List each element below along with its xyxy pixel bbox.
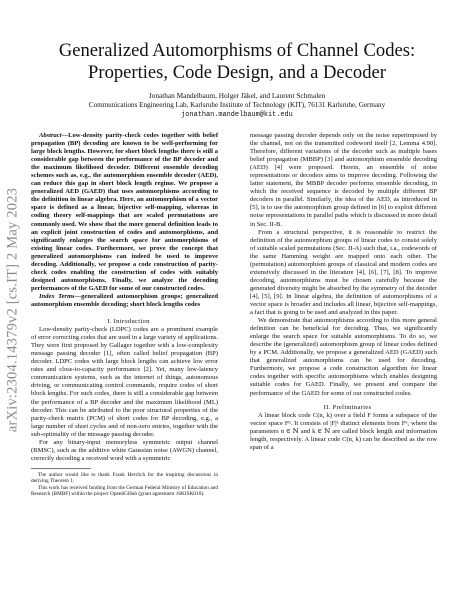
abstract-text: —Low-density parity-check codes together with belief propagation (BP) decoding are known to be well-performing for large block lengths. However, for short block lengths there is still a considerable gap between the performance of the BP decoder and the maximum likelihood decoder. Different ensemble decoding schemes such as, e.g., the automorphism ensemble decoder (AED), can reduce this gap in short block length regime. We propose a generalized AED (GAED) that uses automorphisms according to the definition in linear algebra. Here, an automorphism of a vector space is defined as a linear, bijective self-mapping, whereas in coding theory self-mappings that are scaled permutations are commonly used. We show that the more general definition leads to an explicit joint construction of codes and automorphisms, and significantly enlarges the search space for automorphisms of existing linear codes. Furthermore, we prove the concept that generalized automorphisms can indeed be used to improve decoding. Additionally, we propose a code construction of parity-check codes enabling the construction of codes with suitably designed automorphisms. Finally, we analyze the decoding performances of the GAED for some of our constructed codes. (31, 132, 218, 292)
footnote-funding: This work has received funding from the German Federal Ministry of Education and Research (BMBF) within the project Open6GHub (grant agreement 16KISK010). (31, 484, 218, 498)
body-paragraph: We demonstrate that automorphisms according to this more general definition can be beneficial for decoding. Thus, we significantly enlarge the search space for suitable automorphisms. To do so, we describe the (generalized) automorphism group of linear codes defined by a PCM. Additionally, we propose a generalized AED (GAED) such that generalized automorphisms can be used for decoding. Furthermore, we propose a code construction algorithm for linear codes together with specific automorphisms which enables designing suitable codes for GAED. Finally, we present and compare the performance of the GAED for some of our constructed codes. (250, 317, 437, 397)
footnotes (31, 472, 218, 498)
footnote-divider (31, 468, 91, 469)
body-paragraph: message passing decoder depends only on the noise superimposed by the channel, not on the transmitted codeword itself [2, Lemma 4.90]. Therefore, different variations of the decoder such as multiple bases belief propagation (MBBP) [3] and automorphism ensemble decoding (AED) [4] were proposed. Herein, an ensemble of noise representations or decoders aims to improve decoding. Following the latter statement, the MBBP decoder performs ensemble decoding, in which the received sequence is decoded by multiple different BP decoders in parallel. Similarly, the idea of the AED, as introduced in [5], is to use the automorphism group defined in [6] to exploit different noise representations in parallel paths which is discussed in more detail in Sec. II-B. (250, 132, 437, 228)
body-paragraph: From a structural perspective, it is reasonable to restrict the definition of the automorphism groups of linear codes to consist solely of suitable scaled permutations (Sec. II-A) such that, i.a., codewords of the same Hamming weight are mapped onto each other. The (permutation) automorphism groups of classical and modern codes are extensively discussed in the literature [4], [6], [7], [8]. To improve decoding, automorphisms must be chosen carefully because the generated diversity might be absorbed by the symmetry of the decoder [4], [5], [9]. In linear algebra, the definition of automorphisms of a vector space is broader and includes all linear, bijective self-mappings, a fact that is going to be used and analyzed in this paper. (250, 228, 437, 317)
affiliation: Communications Engineering Lab, Karlsruhe Institute of Technology (KIT), 76131 Karlsruhe, Germany (88, 101, 386, 109)
abstract (31, 132, 218, 293)
left-column (31, 132, 218, 498)
author-list: Jonathan Mandelbaum, Holger Jäkel, and Laurent Schmalen (148, 91, 326, 100)
body-paragraph: A linear block code C(n, k) over a field F forms a subspace of the vector space Fⁿ. It consists of |F|ᵏ distinct elements from Fⁿ, where the parameters n ∈ ℕ and k ∈ ℕ are called block length and information length, respectively. A linear code C(n, k) can be described as the row span of a (250, 411, 437, 451)
abstract-label: Abstract (39, 132, 62, 139)
paper-title: Generalized Automorphisms of Channel Codes: Properties, Code Design, and a Decoder (58, 40, 416, 83)
index-terms (31, 293, 218, 309)
footnote-acknowledgment: The author would like to thank Frank Herrlich for the inspiring discussions in deriving Theorem 1. (31, 471, 218, 485)
section-heading-introduction: I. Introduction (107, 318, 150, 326)
index-terms-label: Index Terms (39, 292, 75, 300)
intro-paragraph: For any binary-input memoryless symmetric output channel (BMSC), such as the additive white Gaussian noise (AWGN) channel, correctly decoding a received word with a symmetric (31, 438, 218, 462)
arxiv-stamp (2, 150, 24, 470)
index-terms-text: —generalized automorphism groups; generalized automorphism ensemble decoding; short block lengths codes (31, 292, 218, 308)
right-column (250, 132, 437, 452)
arxiv-stamp-text: arXiv:2304.14379v2 [cs.IT] 2 May 2023 (4, 187, 21, 433)
intro-paragraph: Low-density parity-check (LDPC) codes are a prominent example of error correcting codes that are used in a large variety of applications. They were first proposed by Gallager together with a low-complexity message passing decoder [1], often called belief propagation (BP) decoder. LDPC codes with large block lengths can achieve low error rates and close-to-capacity performance [2]. Yet, many low-latency communication systems, such as the internet of things, autonomous driving, or communicating control commands, require codes of short block lengths. For such codes, there is still a considerable gap between the performance of a BP decoder and the maximum likelihood (ML) decoder. This can be attributed to the poor structural properties of the parity-check matrix (PCM) of short codes for BP decoding, e.g., a large number of short cycles and of non-zero entries, together with the sub-optimality of the message passing decoder. (31, 326, 218, 438)
section-heading-preliminaries: II. Preliminaries (323, 403, 372, 411)
author-email: jonathan.mandelbaum@kit.edu (181, 111, 293, 119)
